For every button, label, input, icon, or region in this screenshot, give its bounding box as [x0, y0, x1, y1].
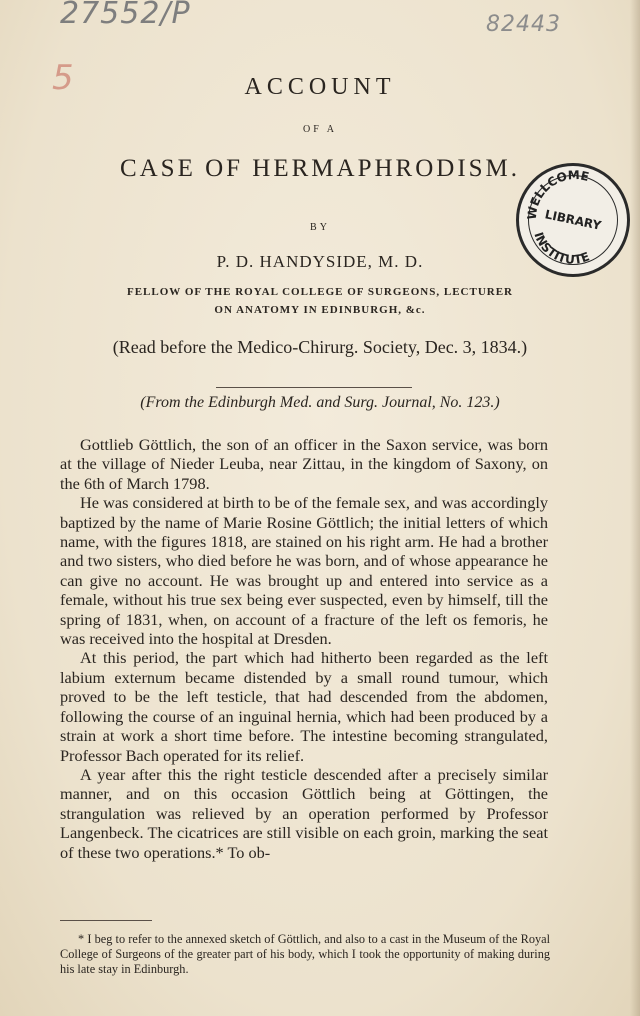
footnote	[60, 932, 550, 978]
stamp-middle-text: LIBRARY	[543, 207, 603, 233]
author-credentials-line-1: FELLOW OF THE ROYAL COLLEGE OF SURGEONS, LECTURER	[126, 286, 513, 298]
paragraph-2: He was considered at birth to be of the female sex, and was accordingly baptized by the name of Marie Rosine Göttlich; the initial letters of which name, with the figures 1818, are stained on his right arm. He had a brother and two sisters, who died before he was born, and of whose appearance he can give no account. He was brought up and entered into service as a female, without his true sex being ever suspected, even by himself, till the spring of 1831, when, on account of a fracture of the left os femoris, he was received into the hospital at Dresden.	[60, 493, 548, 649]
paragraph-1: Gottlieb Göttlich, the son of an officer in the Saxon service, was born at the village of Nieder Leuba, near Zittau, in the kingdom of Saxony, on the 6th of March 1798.	[60, 435, 548, 493]
svg-text:INSTITUTE	[531, 230, 591, 266]
page-edge-shadow	[630, 0, 640, 1016]
handwritten-shelfmark: 27552/P	[60, 0, 191, 31]
title-of-a: OF A	[303, 124, 337, 135]
read-before-note: (Read before the Medico-Chirurg. Society, Dec. 3, 1834.)	[112, 337, 528, 357]
paragraph-4: A year after this the right testicle descended after a precisely similar manner, and on this occasion Göttlich being at Göttingen, the strangulation was relieved by an operation performed by Professor Langenbeck. The cicatrices are still visible on each groin, marking the seat of these two operations.* To ob-	[60, 764, 548, 862]
library-stamp	[516, 163, 630, 277]
stamp-top-text: WELLCOME	[524, 168, 591, 221]
body-text	[60, 435, 548, 862]
footnote-divider	[60, 920, 152, 921]
footnote-text: * I beg to refer to the annexed sketch of Göttlich, and also to a cast in the Museum of the Royal College of Surgeons of the greater part of his body, which I took the opportunity of making during his late stay in Edinburgh.	[60, 932, 550, 977]
title-by: BY	[310, 222, 330, 233]
red-pencil-mark: 5	[52, 58, 75, 98]
title-account: ACCOUNT	[244, 74, 396, 100]
author-credentials-line-2: ON ANATOMY IN EDINBURGH, &c.	[214, 304, 426, 316]
title-divider	[216, 387, 412, 388]
author-name: P. D. HANDYSIDE, M. D.	[216, 252, 424, 271]
title-main: CASE OF HERMAPHRODISM.	[119, 155, 521, 182]
journal-source: (From the Edinburgh Med. and Surg. Journal, No. 123.)	[140, 394, 500, 411]
paragraph-3: At this period, the part which had hitherto been regarded as the left labium externum became distended by a small round tumour, which proved to be the left testicle, that had descended from the abdomen, following the course of an inguinal hernia, which had been produced by a strain at work a short time before. The intestine becoming strangulated, Professor Bach operated for its relief.	[60, 648, 548, 765]
stamp-bottom-text: INSTITUTE	[531, 230, 592, 267]
handwritten-number: 82443	[486, 12, 561, 37]
